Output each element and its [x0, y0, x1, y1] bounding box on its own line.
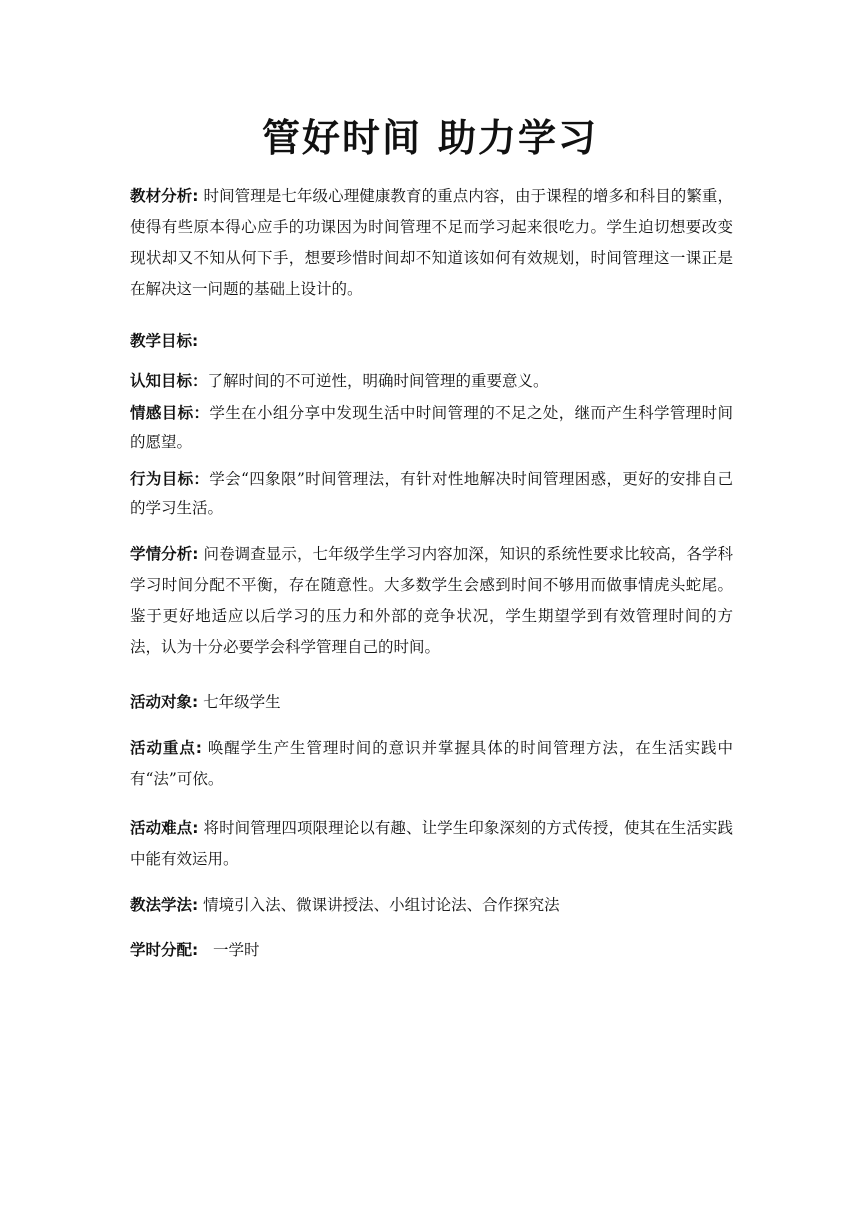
material-analysis-text: 时间管理是七年级心理健康教育的重点内容，由于课程的增多和科目的繁重，使得有些原本得心应手的功课因为时间管理不足而学习起来很吃力。学生迫切想要改变现状却又不知从何下手，想要珍惜时间却不知道该如何有效规划，时间管理这一课正是在解决这一问题的基础上设计的。	[130, 187, 733, 298]
class-hours	[130, 936, 733, 965]
activity-target-label: 活动对象:	[130, 693, 199, 711]
emotional-goal-text: 学生在小组分享中发现生活中时间管理的不足之处，继而产生科学管理时间的愿望。	[130, 404, 733, 451]
activity-focus-text: 唤醒学生产生管理时间的意识并掌握具体的时间管理方法，在生活实践中有“法”可依。	[130, 739, 733, 788]
behavioral-goal-text: 学会“四象限”时间管理法，有针对性地解决时间管理困惑，更好的安排自己的学习生活。	[130, 470, 733, 517]
activity-focus	[130, 733, 733, 795]
emotional-goal	[130, 399, 733, 457]
activity-target-text: 七年级学生	[203, 693, 281, 711]
title-left: 管好时间	[261, 116, 422, 160]
behavioral-goal-label: 行为目标：	[130, 470, 210, 488]
cognitive-goal-label: 认知目标：	[130, 372, 208, 390]
activity-difficulty-label: 活动难点:	[130, 819, 199, 837]
teaching-methods-text: 情境引入法、微课讲授法、小组讨论法、合作探究法	[203, 896, 560, 914]
teaching-goals-heading	[130, 327, 733, 356]
activity-target	[130, 688, 733, 717]
title-right: 助力学习	[438, 116, 599, 160]
emotional-goal-label: 情感目标：	[130, 404, 210, 422]
teaching-methods	[130, 891, 733, 920]
behavioral-goal	[130, 465, 733, 523]
material-analysis-label: 教材分析:	[130, 187, 199, 205]
teaching-methods-label: 教法学法:	[130, 896, 199, 914]
learner-analysis-section	[130, 539, 733, 663]
learner-analysis-text: 问卷调查显示，七年级学生学习内容加深，知识的系统性要求比较高，各学科学习时间分配不平衡，存在随意性。大多数学生会感到时间不够用而做事情虎头蛇尾。鉴于更好地适应以后学习的压力和外部的竞争状况，学生期望学到有效管理时间的方法，认为十分必要学会科学管理自己的时间。	[130, 545, 733, 656]
learner-analysis-label: 学情分析:	[130, 545, 199, 563]
activity-difficulty	[130, 813, 733, 875]
teaching-goals-label: 教学目标:	[130, 332, 199, 350]
cognitive-goal-text: 了解时间的不可逆性，明确时间管理的重要意义。	[207, 372, 549, 390]
class-hours-label: 学时分配:	[130, 941, 199, 959]
material-analysis-section	[130, 181, 733, 305]
cognitive-goal	[130, 367, 733, 396]
activity-difficulty-text: 将时间管理四项限理论以有趣、让学生印象深刻的方式传授，使其在生活实践中能有效运用。	[130, 819, 733, 868]
class-hours-text: 一学时	[212, 941, 260, 959]
activity-focus-label: 活动重点:	[130, 739, 202, 757]
page-title	[0, 112, 860, 164]
